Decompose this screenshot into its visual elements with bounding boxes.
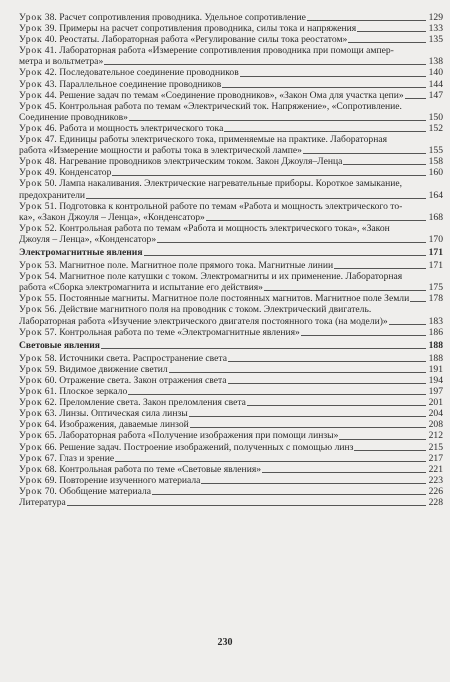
dot-leader: [86, 198, 426, 199]
dot-leader: [357, 31, 426, 32]
toc-entry-text: Урок 65. Лабораторная работа «Получение изображения при помощи линзы»: [19, 430, 339, 442]
page-number: 230: [217, 637, 233, 648]
toc-entry-line: [19, 293, 443, 304]
dot-leader: [112, 175, 426, 176]
toc-entry-line: [19, 247, 443, 258]
dot-leader: [115, 461, 426, 462]
toc-entry: [19, 397, 443, 408]
toc-entry-line: [19, 145, 443, 156]
toc-page-ref: 171: [428, 260, 443, 272]
dot-leader: [169, 372, 426, 373]
toc-entry-line: [19, 464, 443, 475]
toc-entry-text: Урок 62. Преломление света. Закон преломления света: [19, 397, 246, 409]
toc-entry: [19, 123, 443, 134]
toc-entry: [19, 475, 443, 486]
toc-entry-text: Урок 48. Нагревание проводников электрическим током. Закон Джоуля–Ленца: [19, 156, 343, 168]
toc-entry-text: Литература: [19, 497, 66, 509]
toc-entry-text: Урок 69. Повторение изученного материала: [19, 474, 201, 486]
toc-entry-line: [19, 34, 443, 45]
toc-page-ref: 171: [428, 246, 443, 258]
toc-page-ref: 164: [428, 189, 443, 201]
toc-entry: [19, 156, 443, 167]
toc-entry: [19, 34, 443, 45]
toc-entry: [19, 327, 443, 338]
toc-entry-text: Лабораторная работа «Изучение электрического двигателя постоянного тока (на модели)»: [19, 315, 388, 327]
toc-page-ref: 135: [428, 34, 443, 46]
toc-entry-line: [19, 453, 443, 464]
toc-entry-text: Урок 49. Конденсатор: [19, 167, 112, 179]
toc-entry-line: [19, 304, 443, 315]
dot-leader: [129, 120, 426, 121]
dot-leader: [307, 20, 426, 21]
toc-entry-text: Урок 41. Лабораторная работа «Измерение сопротивления проводника при помощи ампер-: [19, 45, 394, 57]
toc-entry: [19, 497, 443, 508]
toc-entry-line: [19, 190, 443, 201]
toc-entry-text: Урок 60. Отражение света. Закон отражения света: [19, 375, 227, 386]
toc-entry: [19, 453, 443, 464]
toc-entry-line: [19, 475, 443, 486]
toc-page-ref: 152: [428, 122, 443, 134]
dot-leader: [348, 42, 426, 43]
toc-entry: [19, 178, 443, 200]
toc-entry: [19, 375, 443, 386]
toc-entry-text: ка», «Закон Джоуля – Ленца», «Конденсатор»: [19, 211, 205, 223]
toc-entry: [19, 353, 443, 364]
toc-entry-text: Урок 47. Единицы работы электрического тока, применяемые на практике. Лабораторная: [19, 134, 388, 146]
dot-leader: [262, 472, 426, 473]
toc-entry-line: [19, 327, 443, 338]
toc-entry: [19, 386, 443, 397]
toc-entry: [19, 464, 443, 475]
toc-entry-line: [19, 212, 443, 223]
toc-page-ref: 217: [428, 452, 443, 464]
toc-entry-text: Урок 40. Реостаты. Лабораторная работа «Регулирование силы тока реостатом»: [19, 34, 348, 46]
toc-entry-text: Урок 68. Контрольная работа по теме «Световые явления»: [19, 463, 262, 475]
toc-entry-line: [19, 178, 443, 189]
toc-entry-line: [19, 408, 443, 419]
toc-entry-text: Джоуля – Ленца», «Конденсатор»: [19, 233, 157, 245]
toc-entry: [19, 101, 443, 123]
toc-entry-text: работа «Измерение мощности и работы тока в электрической лампе»: [19, 145, 302, 157]
toc-page-ref: 221: [428, 463, 443, 475]
toc-entry: [19, 271, 443, 293]
toc-page-ref: 188: [428, 352, 443, 364]
toc-page-ref: 191: [428, 363, 443, 375]
toc-entry-line: [19, 112, 443, 123]
toc-entry: [19, 408, 443, 419]
toc-entry-text: Урок 43. Параллельное соединение проводников: [19, 78, 222, 90]
toc-entry: [19, 79, 443, 90]
toc-page-ref: 168: [428, 211, 443, 223]
toc-page-ref: 188: [428, 339, 443, 351]
toc-entry-line: [19, 353, 443, 364]
dot-leader: [247, 405, 426, 406]
dot-leader: [152, 494, 426, 495]
section-heading: [19, 247, 443, 258]
dot-leader: [224, 131, 426, 132]
dot-leader: [101, 348, 426, 349]
toc-entry: [19, 293, 443, 304]
toc-page-ref: 133: [428, 23, 443, 35]
dot-leader: [144, 255, 426, 256]
toc-entry-text: Урок 54. Магнитное поле катушки с током. Электромагниты и их применение. Лабораторная: [19, 271, 403, 283]
toc-entry: [19, 260, 443, 271]
toc-entry-text: Урок 64. Изображения, даваемые линзой: [19, 419, 189, 431]
toc-page-ref: 170: [428, 233, 443, 245]
toc-entry-text: Урок 57. Контрольная работа по теме «Электромагнитные явления»: [19, 326, 300, 338]
toc-entry: [19, 201, 443, 223]
toc-entry-text: Световые явления: [19, 339, 100, 351]
dot-leader: [264, 290, 426, 291]
toc-entry: [19, 167, 443, 178]
toc-entry: [19, 12, 443, 23]
toc-entry-text: метра и вольтметра»: [19, 56, 104, 68]
toc-entry-line: [19, 67, 443, 78]
toc-entry: [19, 304, 443, 326]
toc-page-ref: 226: [428, 485, 443, 497]
toc-page-ref: 208: [428, 419, 443, 431]
toc-page-ref: 140: [428, 67, 443, 79]
toc-page-ref: 155: [428, 145, 443, 157]
toc-entry-line: [19, 260, 443, 271]
dot-leader: [157, 242, 426, 243]
toc-entry-text: Урок 67. Глаз и зрение: [19, 452, 115, 464]
toc-entry-line: [19, 223, 443, 234]
toc-entry-text: Урок 45. Контрольная работа по темам «Электрический ток. Напряжение», «Сопротивление.: [19, 100, 402, 112]
toc-entry-line: [19, 271, 443, 282]
toc-entry-text: работа «Сборка электромагнита и испытание его действия»: [19, 282, 263, 294]
toc-entry-line: [19, 397, 443, 408]
table-of-contents: [19, 12, 443, 508]
dot-leader: [339, 439, 426, 440]
toc-entry-text: Урок 52. Контрольная работа по темам «Работа и мощность электрического тока», «Закон: [19, 222, 390, 234]
dot-leader: [228, 361, 426, 362]
toc-entry-line: [19, 56, 443, 67]
toc-page-ref: 150: [428, 111, 443, 123]
toc-entry-line: [19, 79, 443, 90]
toc-entry-text: Соединение проводников»: [19, 111, 128, 123]
dot-leader: [67, 505, 426, 506]
toc-entry-text: Урок 39. Примеры на расчет сопротивления проводника, силы тока и напряжения: [19, 23, 357, 35]
toc-entry: [19, 134, 443, 156]
toc-entry-text: Урок 51. Подготовка к контрольной работе по темам «Работа и мощность электрического то-: [19, 200, 403, 212]
toc-page-ref: 194: [428, 375, 443, 386]
toc-entry-text: Урок 58. Источники света. Распространение света: [19, 352, 227, 364]
toc-entry-text: Урок 42. Последовательное соединение проводников: [19, 67, 239, 79]
toc-page-ref: 223: [428, 474, 443, 486]
toc-page-ref: 197: [428, 386, 443, 398]
toc-entry-line: [19, 375, 443, 386]
toc-page-ref: 212: [428, 430, 443, 442]
dot-leader: [201, 483, 426, 484]
toc-entry-text: Урок 38. Расчет сопротивления проводника. Удельное сопротивление: [19, 12, 306, 23]
toc-entry-line: [19, 101, 443, 112]
toc-entry-line: [19, 201, 443, 212]
toc-entry-text: предохранители: [19, 189, 85, 201]
toc-page-ref: 175: [428, 282, 443, 294]
dot-leader: [228, 383, 426, 384]
toc-entry: [19, 23, 443, 34]
toc-entry-line: [19, 430, 443, 441]
toc-entry-text: Урок 44. Решение задач по темам «Соединение проводников», «Закон Ома для участка цепи»: [19, 89, 404, 101]
toc-entry-line: [19, 364, 443, 375]
toc-page-ref: 215: [428, 441, 443, 453]
dot-leader: [222, 87, 426, 88]
toc-page-ref: 129: [428, 12, 443, 23]
dot-leader: [189, 416, 426, 417]
toc-entry-text: Урок 50. Лампа накаливания. Электрические нагревательные приборы. Короткое замыкание,: [19, 178, 403, 190]
dot-leader: [206, 220, 426, 221]
dot-leader: [334, 268, 426, 269]
section-heading: [19, 340, 443, 351]
toc-entry-line: [19, 386, 443, 397]
toc-page-ref: 147: [428, 89, 443, 101]
toc-entry: [19, 45, 443, 67]
toc-entry: [19, 430, 443, 441]
toc-entry: [19, 223, 443, 245]
toc-entry-line: [19, 316, 443, 327]
toc-page-ref: 158: [428, 156, 443, 168]
dot-leader: [240, 76, 426, 77]
toc-page-ref: 201: [428, 397, 443, 409]
toc-entry-text: Урок 70. Обобщение материала: [19, 485, 152, 497]
toc-entry: [19, 486, 443, 497]
dot-leader: [301, 335, 426, 336]
toc-entry: [19, 419, 443, 430]
toc-entry-text: Урок 56. Действие магнитного поля на проводник с током. Электрический двигатель.: [19, 304, 372, 316]
dot-leader: [354, 450, 426, 451]
toc-entry-line: [19, 234, 443, 245]
dot-leader: [410, 301, 426, 302]
dot-leader: [343, 164, 426, 165]
toc-entry-line: [19, 134, 443, 145]
toc-entry-line: [19, 23, 443, 34]
toc-page-ref: 138: [428, 56, 443, 68]
toc-page-ref: 160: [428, 167, 443, 179]
toc-entry: [19, 67, 443, 78]
dot-leader: [190, 427, 426, 428]
toc-entry-line: [19, 123, 443, 134]
toc-entry-text: Урок 53. Магнитное поле. Магнитное поле прямого тока. Магнитные линии: [19, 260, 334, 272]
toc-entry-line: [19, 45, 443, 56]
toc-entry: [19, 90, 443, 101]
toc-entry-line: [19, 156, 443, 167]
toc-entry-text: Электромагнитные явления: [19, 246, 143, 258]
toc-entry-text: Урок 66. Решение задач. Построение изображений, полученных с помощью линз: [19, 441, 354, 453]
toc-page-ref: 228: [428, 497, 443, 509]
toc-entry-text: Урок 63. Линзы. Оптическая сила линзы: [19, 408, 188, 420]
toc-entry-text: Урок 61. Плоское зеркало: [19, 386, 128, 398]
dot-leader: [303, 153, 426, 154]
toc-entry-line: [19, 90, 443, 101]
toc-entry-line: [19, 486, 443, 497]
dot-leader: [128, 394, 426, 395]
toc-entry-line: [19, 12, 443, 23]
toc-entry-line: [19, 167, 443, 178]
toc-page-ref: 186: [428, 326, 443, 338]
toc-entry-text: Урок 55. Постоянные магниты. Магнитное поле постоянных магнитов. Магнитное поле Земли: [19, 293, 410, 305]
dot-leader: [405, 98, 426, 99]
toc-entry-line: [19, 442, 443, 453]
toc-page-ref: 183: [428, 315, 443, 327]
toc-page-ref: 144: [428, 78, 443, 90]
toc-entry-line: [19, 340, 443, 351]
toc-entry-text: Урок 59. Видимое движение светил: [19, 363, 168, 375]
toc-page-ref: 178: [428, 293, 443, 305]
toc-entry-text: Урок 46. Работа и мощность электрического тока: [19, 122, 224, 134]
toc-entry: [19, 364, 443, 375]
toc-entry: [19, 442, 443, 453]
toc-page-ref: 204: [428, 408, 443, 420]
toc-entry-line: [19, 419, 443, 430]
toc-entry-line: [19, 497, 443, 508]
dot-leader: [104, 64, 426, 65]
toc-entry-line: [19, 282, 443, 293]
dot-leader: [389, 324, 426, 325]
